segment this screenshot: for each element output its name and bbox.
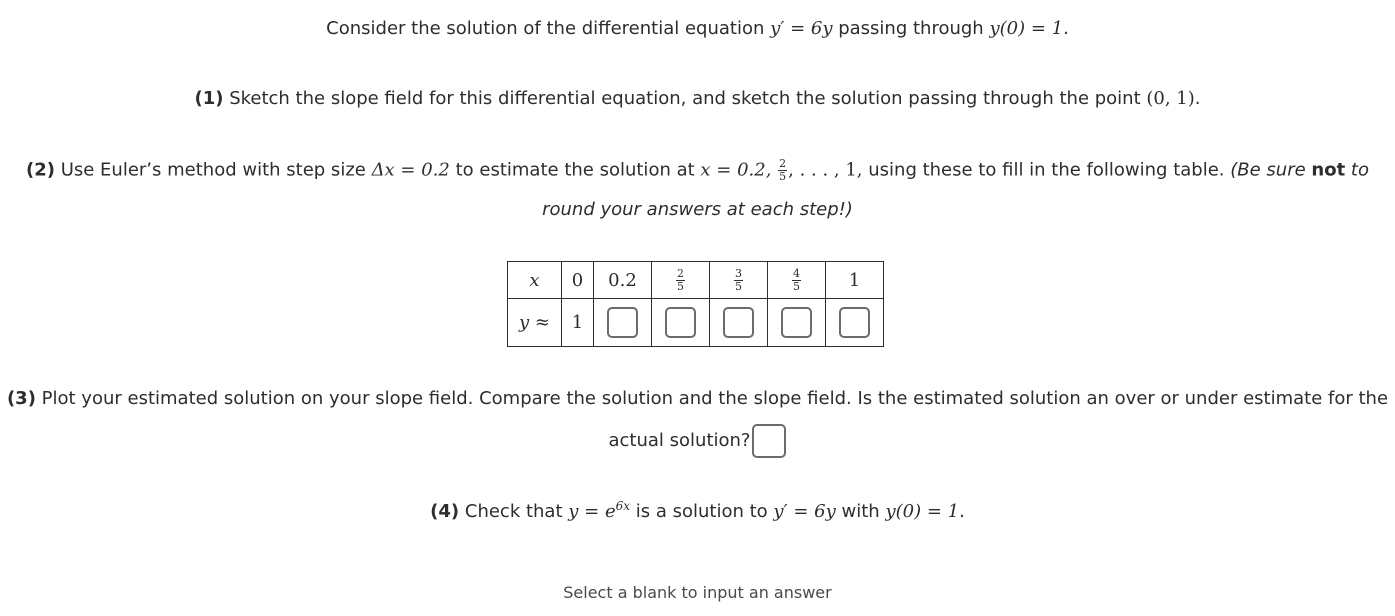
y-row (508, 299, 884, 347)
initial-condition: y(0) = 1 (989, 18, 1064, 39)
answer-blank-y2[interactable] (665, 307, 696, 338)
answer-blank-y5[interactable] (839, 307, 870, 338)
y-cell (594, 299, 652, 347)
y-cell (826, 299, 884, 347)
y-cell: 1 (562, 299, 594, 347)
part-4-label: (4) (430, 501, 460, 522)
part-3-label: (3) (6, 388, 36, 409)
solution-function: y = e (568, 501, 616, 522)
x-cell: 0 (562, 262, 594, 299)
y-cell (652, 299, 710, 347)
euler-table (507, 261, 884, 347)
part-4: (4) Check that $y = e^{6x}$ is a solution to y′ = 6y with y(0) = 1. (430, 499, 965, 522)
part-3-question: actual solution? (0, 424, 1395, 458)
y-cell (768, 299, 826, 347)
part-2: (2) Use Euler’s method with step size Δx = 0.2 to estimate the solution at x = 0.2, $\frac{2}{5}$ , . . . , 1, using these to fill in the following table. (Be sure not to (26, 157, 1369, 183)
step-size: Δx = 0.2 (371, 159, 450, 181)
answer-blank-y1[interactable] (607, 307, 638, 338)
part-2-note: round your answers at each step!) (542, 199, 853, 220)
equation: y′ = 6y (770, 18, 833, 39)
x-cell: $\frac{4}{5}$ (768, 262, 826, 299)
intro-statement: Consider the solution of the differential equation y′ = 6y passing through y(0) = 1. (326, 18, 1069, 39)
footer-hint: Select a blank to input an answer (563, 583, 832, 602)
answer-blank-y3[interactable] (723, 307, 754, 338)
y-cell (710, 299, 768, 347)
part-1-label: (1) (194, 88, 224, 109)
part-1: (1) Sketch the slope field for this differential equation, and sketch the solution passing through the point (0, 1). (194, 88, 1201, 109)
x-cell: $\frac{2}{5}$ (652, 262, 710, 299)
x-row (508, 262, 884, 299)
point: (0, 1) (1146, 88, 1195, 109)
x-cell: $\frac{3}{5}$ (710, 262, 768, 299)
y-header: y ≈ (508, 299, 562, 347)
x-cell: 0.2 (594, 262, 652, 299)
x-header: x (508, 262, 562, 299)
x-cell: 1 (826, 262, 884, 299)
answer-blank-estimate[interactable] (752, 424, 786, 458)
part-3: (3) Plot your estimated solution on your slope field. Compare the solution and the slope field. Is the estimated solution an over or under estimate for the (6, 388, 1389, 409)
part-2-label: (2) (26, 159, 55, 181)
fraction: $\frac{2}{5}$ (779, 157, 787, 183)
answer-blank-y4[interactable] (781, 307, 812, 338)
